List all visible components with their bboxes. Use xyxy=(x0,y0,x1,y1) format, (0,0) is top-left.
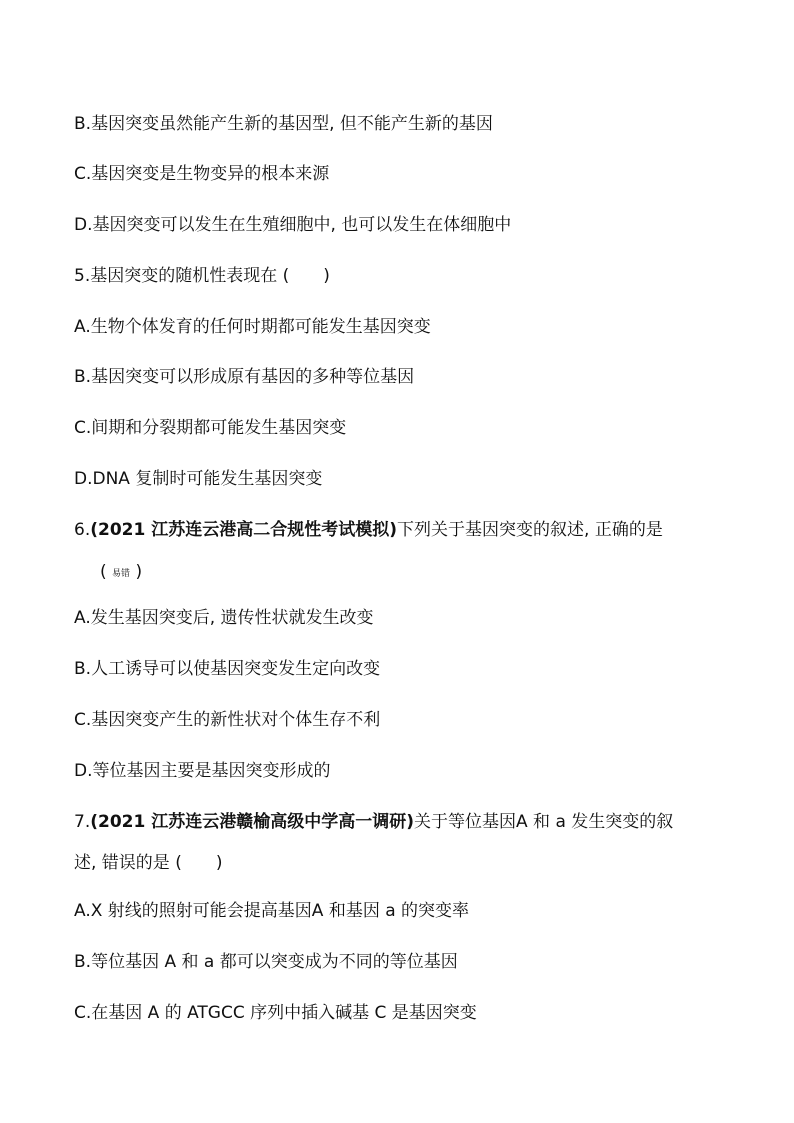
difficulty-tag: 易错 xyxy=(112,569,131,579)
option-line: B.人工诱导可以使基因突变发生定向改变 xyxy=(74,659,381,679)
option-line: A.发生基因突变后, 遗传性状就发生改变 xyxy=(74,608,374,628)
question-number: 7. xyxy=(74,812,91,832)
question-6-stem xyxy=(74,518,734,542)
option-line: A.生物个体发育的任何时期都可能发生基因突变 xyxy=(74,317,431,337)
answer-bracket: ( 易错 ) xyxy=(100,562,143,582)
option-line: C.在基因 A 的 ATGCC 序列中插入碱基 C 是基因突变 xyxy=(74,1003,477,1023)
question-5-stem: 5.基因突变的随机性表现在 ( ) xyxy=(74,266,330,286)
option-line: C.间期和分裂期都可能发生基因突变 xyxy=(74,418,347,438)
option-line: C.基因突变产生的新性状对个体生存不利 xyxy=(74,710,381,730)
option-line: B.基因突变可以形成原有基因的多种等位基因 xyxy=(74,367,415,387)
question-7-stem xyxy=(74,810,734,834)
question-source: (2021 江苏连云港高二合规性考试模拟) xyxy=(90,520,398,540)
option-line: D.基因突变可以发生在生殖细胞中, 也可以发生在体细胞中 xyxy=(74,215,512,235)
question-source: (2021 江苏连云港赣榆高级中学高一调研) xyxy=(90,812,415,832)
option-line: A.X 射线的照射可能会提高基因A 和基因 a 的突变率 xyxy=(74,901,470,921)
option-line: C.基因突变是生物变异的根本来源 xyxy=(74,164,330,184)
option-line: B.等位基因 A 和 a 都可以突变成为不同的等位基因 xyxy=(74,952,458,972)
option-line: D.等位基因主要是基因突变形成的 xyxy=(74,761,331,781)
question-text: 下列关于基因突变的叙述, 正确的是 xyxy=(397,520,663,540)
option-line: D.DNA 复制时可能发生基因突变 xyxy=(74,469,323,489)
question-number: 6. xyxy=(74,520,91,540)
option-line: B.基因突变虽然能产生新的基因型, 但不能产生新的基因 xyxy=(74,114,493,134)
question-text: 关于等位基因A 和 a 发生突变的叙 xyxy=(414,812,674,832)
question-7-stem-continued: 述, 错误的是 ( ) xyxy=(74,853,223,873)
